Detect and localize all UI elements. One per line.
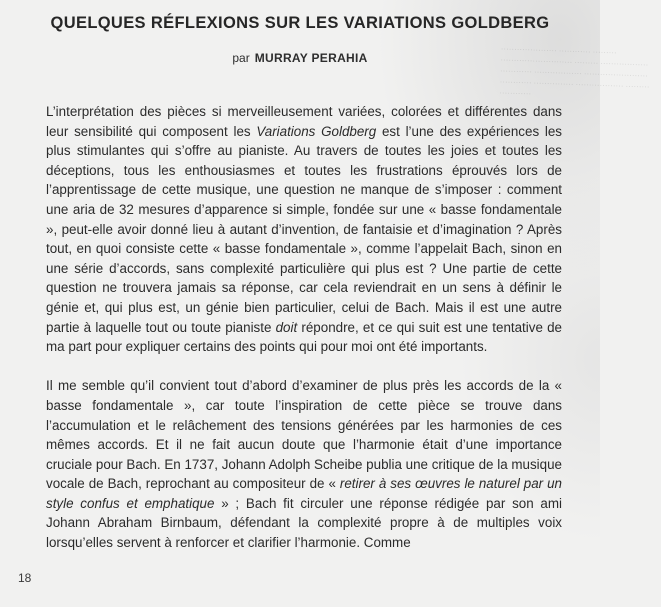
paragraph-2	[46, 376, 562, 552]
page-number: 18	[18, 571, 32, 585]
italic-title-segment: Variations Goldberg	[256, 123, 377, 139]
italic-emphasis-segment: doit	[275, 319, 298, 335]
byline	[0, 51, 600, 65]
bleed-through-texture: ………………… ………… ……… ……………………… ……… ……………… ………… ……………… …………………… ………… …………… ……………… ……… …………	[499, 42, 650, 97]
text-segment: » ; Bach fit circuler une réponse rédigée par son ami Johann Abraham Birnbaum, défendant la complexité propre à de multiples voix lorsqu’elles servent à renforcer et clarifier l’harmonie. Comme	[46, 495, 563, 551]
text-segment: répondre, et ce qui suit est une tentative de ma part pour expliquer certains des points qui pour moi ont été importants.	[46, 319, 562, 355]
italic-quote-segment: retirer à ses œuvres le naturel par un style confus et emphatique	[46, 476, 563, 511]
page-title: QUELQUES RÉFLEXIONS SUR LES VARIATIONS GOLDBERG	[50, 14, 550, 32]
byline-author: MURRAY PERAHIA	[254, 51, 368, 65]
paragraph-1	[46, 102, 562, 357]
text-segment: Il me semble qu’il convient tout d’abord d’examiner de plus près les accords de la « basse fondamentale », car toute l’inspiration de cette pièce se trouve dans l’accumulation et le relâchement des tensions générées par les harmonies de ces mêmes accords. Et il ne fait aucun doute que l’harmonie était d’une importance cruciale pour Bach. En 1737, Johann Adolph Scheibe publia une critique de la musique vocale de Bach, reprochant au compositeur de «	[46, 378, 562, 492]
text-segment: est l’une des expériences les plus stimulantes qui s’offre au pianiste. Au travers de toutes les joies et toutes les déceptions, tous les enthousiasmes et toutes les frustrations éprouvés lors de l’apprentissage de cette musique, une question ne manque de s’imposer : comment une aria de 32 mesures d’apparence si simple, fondée sur une « basse fondamentale », peut-elle avoir donné lieu à autant d’invention, de fantaisie et d’imagination ? Après tout, en quoi consiste cette « basse fondamentale », comme l’appelait Bach, sinon en une série d’accords, sans complexité particulière qui plus est ? Une partie de cette question ne trouvera jamais sa réponse, car cela reviendrait en un sens à définir le génie et, qui plus est, un génie bien particulier, celui de Bach. Mais il est une autre partie à laquelle tout ou toute pianiste	[46, 123, 562, 335]
text-segment: L’interprétation des pièces si merveilleusement variées, colorées et différentes dans leur sensibilité qui composent les	[46, 104, 562, 139]
byline-prefix: par	[232, 51, 250, 65]
article-body	[46, 102, 562, 572]
